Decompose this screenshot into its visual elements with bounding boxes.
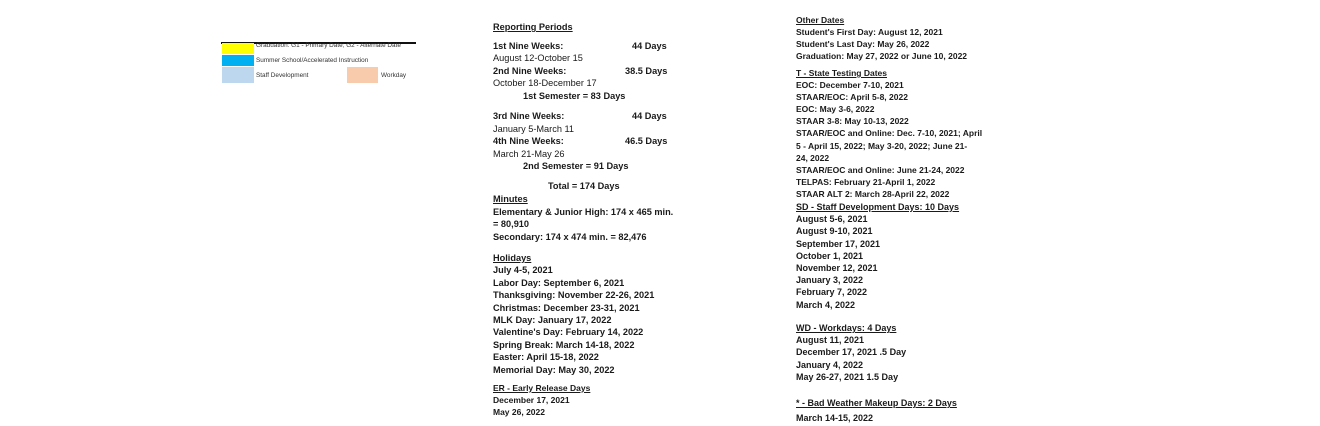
q4-range: March 21-May 26 xyxy=(493,149,565,159)
q2-days: 38.5 Days xyxy=(625,66,668,76)
summer-legend-label: Summer School/Accelerated Instruction xyxy=(256,57,369,64)
early-release-heading: ER - Early Release Days xyxy=(493,383,591,393)
other-dates-section xyxy=(796,14,967,62)
staff-dev-item: August 5-6, 2021 xyxy=(796,214,868,225)
q1-range: August 12-October 15 xyxy=(493,53,583,63)
bad-weather-section xyxy=(796,397,957,424)
staff-dev-heading: SD - Staff Development Days: 10 Days xyxy=(796,202,960,212)
q3-label: 3rd Nine Weeks: xyxy=(493,111,565,121)
holidays-section xyxy=(493,252,654,376)
minutes-elementary: Elementary & Junior High: 174 x 465 min. xyxy=(493,207,674,217)
staff-dev-item: March 4, 2022 xyxy=(796,299,856,310)
q1-days: 44 Days xyxy=(632,41,667,51)
workday-item: August 11, 2021 xyxy=(796,335,865,346)
summer-swatch xyxy=(222,55,254,66)
q4-label: 4th Nine Weeks: xyxy=(493,136,564,146)
staff-dev-item: August 9-10, 2021 xyxy=(796,226,873,237)
q1-label: 1st Nine Weeks: xyxy=(493,41,564,51)
other-date-item: Graduation: May 27, 2022 or June 10, 2022 xyxy=(796,51,968,62)
testing-item: STAAR/EOC and Online: June 21-24, 2022 xyxy=(796,164,965,175)
holiday-item: July 4-5, 2021 xyxy=(493,265,553,276)
other-date-item: Student's First Day: August 12, 2021 xyxy=(796,27,943,38)
testing-item: 5 - April 15, 2022; May 3-20, 2022; June 21- xyxy=(796,140,968,151)
holiday-item: MLK Day: January 17, 2022 xyxy=(493,314,612,325)
other-date-item: Student's Last Day: May 26, 2022 xyxy=(796,39,930,50)
workdays-section xyxy=(796,322,906,383)
testing-item: EOC: May 3-6, 2022 xyxy=(796,104,875,115)
holiday-item: Easter: April 15-18, 2022 xyxy=(493,352,599,363)
holiday-item: Memorial Day: May 30, 2022 xyxy=(493,364,615,375)
year-total: Total = 174 Days xyxy=(548,181,620,191)
holiday-item: Labor Day: September 6, 2021 xyxy=(493,277,625,288)
semester2-total: 2nd Semester = 91 Days xyxy=(523,161,629,171)
staff-dev-item: September 17, 2021 xyxy=(796,238,881,249)
graduation-swatch xyxy=(222,43,254,54)
staff-swatch xyxy=(222,67,254,83)
early-release-section xyxy=(493,382,590,418)
testing-heading: T - State Testing Dates xyxy=(796,68,887,78)
holiday-item: Spring Break: March 14-18, 2022 xyxy=(493,339,635,350)
testing-item: STAAR/EOC: April 5-8, 2022 xyxy=(796,92,908,103)
q3-days: 44 Days xyxy=(632,111,667,121)
staff-dev-item: January 3, 2022 xyxy=(796,275,864,286)
q4-days: 46.5 Days xyxy=(625,136,668,146)
testing-section xyxy=(796,67,982,200)
testing-item: STAAR ALT 2: March 28-April 22, 2022 xyxy=(796,188,950,199)
minutes-secondary: Secondary: 174 x 474 min. = 82,476 xyxy=(493,232,647,242)
testing-item: TELPAS: February 21-April 1, 2022 xyxy=(796,176,936,187)
staff-dev-item: November 12, 2021 xyxy=(796,262,878,273)
graduation-legend-label: Graduation: G1 - Primary Date; G2 - Alternate Date xyxy=(256,42,401,49)
workday-item: January 4, 2022 xyxy=(796,359,864,370)
holidays-heading: Holidays xyxy=(493,253,532,263)
testing-item: STAAR 3-8: May 10-13, 2022 xyxy=(796,116,909,127)
workdays-heading: WD - Workdays: 4 Days xyxy=(796,323,897,333)
bad-weather-heading: * - Bad Weather Makeup Days: 2 Days xyxy=(796,398,957,408)
workday-item: May 26-27, 2021 1.5 Day xyxy=(796,371,899,382)
staff-legend-label: Staff Development xyxy=(256,72,309,79)
q2-label: 2nd Nine Weeks: xyxy=(493,66,567,76)
q2-range: October 18-December 17 xyxy=(493,78,597,88)
workday-swatch xyxy=(347,67,378,83)
minutes-heading: Minutes xyxy=(493,194,528,204)
testing-item: 24, 2022 xyxy=(796,152,830,163)
workday-legend-label: Workday xyxy=(381,72,407,79)
testing-item: EOC: December 7-10, 2021 xyxy=(796,80,904,91)
q3-range: January 5-March 11 xyxy=(493,124,575,134)
holiday-item: Thanksgiving: November 22-26, 2021 xyxy=(493,290,655,301)
minutes-elementary-total: = 80,910 xyxy=(493,219,530,229)
holiday-item: Valentine's Day: February 14, 2022 xyxy=(493,327,644,338)
reporting-heading: Reporting Periods xyxy=(493,22,573,32)
other-dates-heading: Other Dates xyxy=(796,15,845,25)
early-release-item: May 26, 2022 xyxy=(493,407,545,418)
testing-item: STAAR/EOC and Online: Dec. 7-10, 2021; April xyxy=(796,128,983,139)
holiday-item: Christmas: December 23-31, 2021 xyxy=(493,302,640,313)
semester1-total: 1st Semester = 83 Days xyxy=(523,91,626,101)
early-release-item: December 17, 2021 xyxy=(493,395,570,406)
workday-item: December 17, 2021 .5 Day xyxy=(796,347,907,358)
bad-weather-item: March 14-15, 2022 xyxy=(796,413,874,424)
staff-development-section xyxy=(796,201,959,311)
staff-dev-item: October 1, 2021 xyxy=(796,250,864,261)
staff-dev-item: February 7, 2022 xyxy=(796,287,868,298)
